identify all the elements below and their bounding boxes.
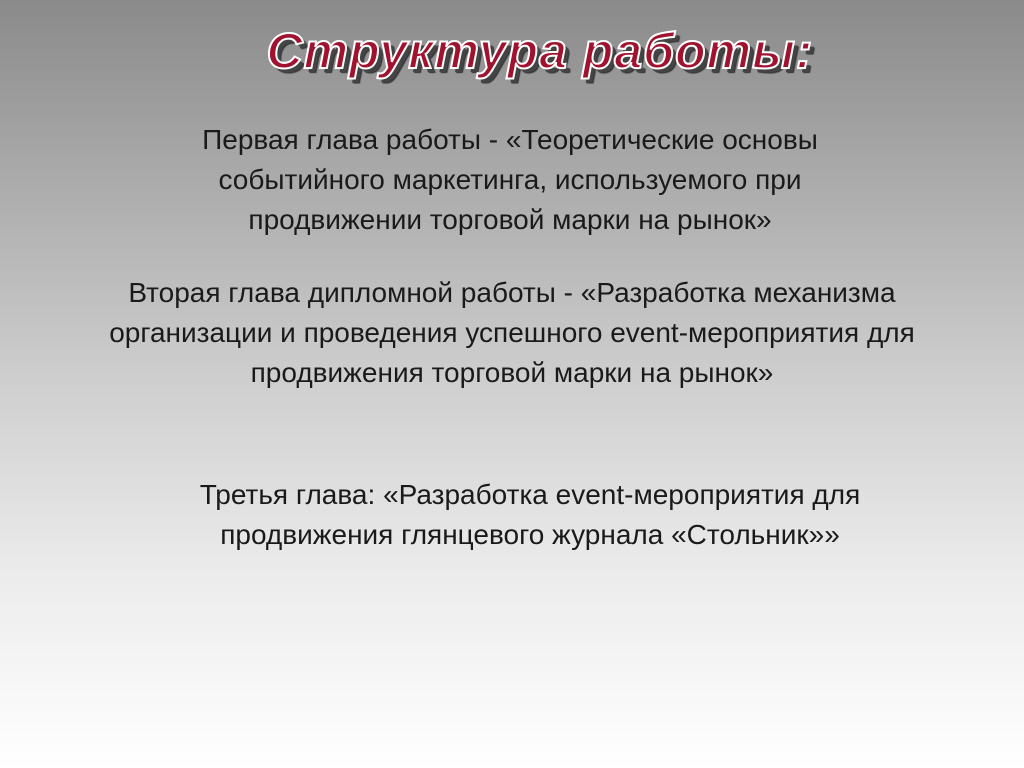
chapter-two-text: Вторая глава дипломной работы - «Разработка механизма организации и проведения успешного event-мероприятия для продвижения торговой марки на рынок»	[109, 277, 915, 388]
chapter-one-text: Первая глава работы - «Теоретические основы событийного маркетинга, используемого при продвижении торговой марки на рынок»	[202, 124, 818, 235]
slide-title: Структура работы:	[266, 23, 814, 79]
chapter-three-text: Третья глава: «Разработка event-мероприятия для продвижения глянцевого журнала «Стольник»»	[199, 479, 861, 550]
